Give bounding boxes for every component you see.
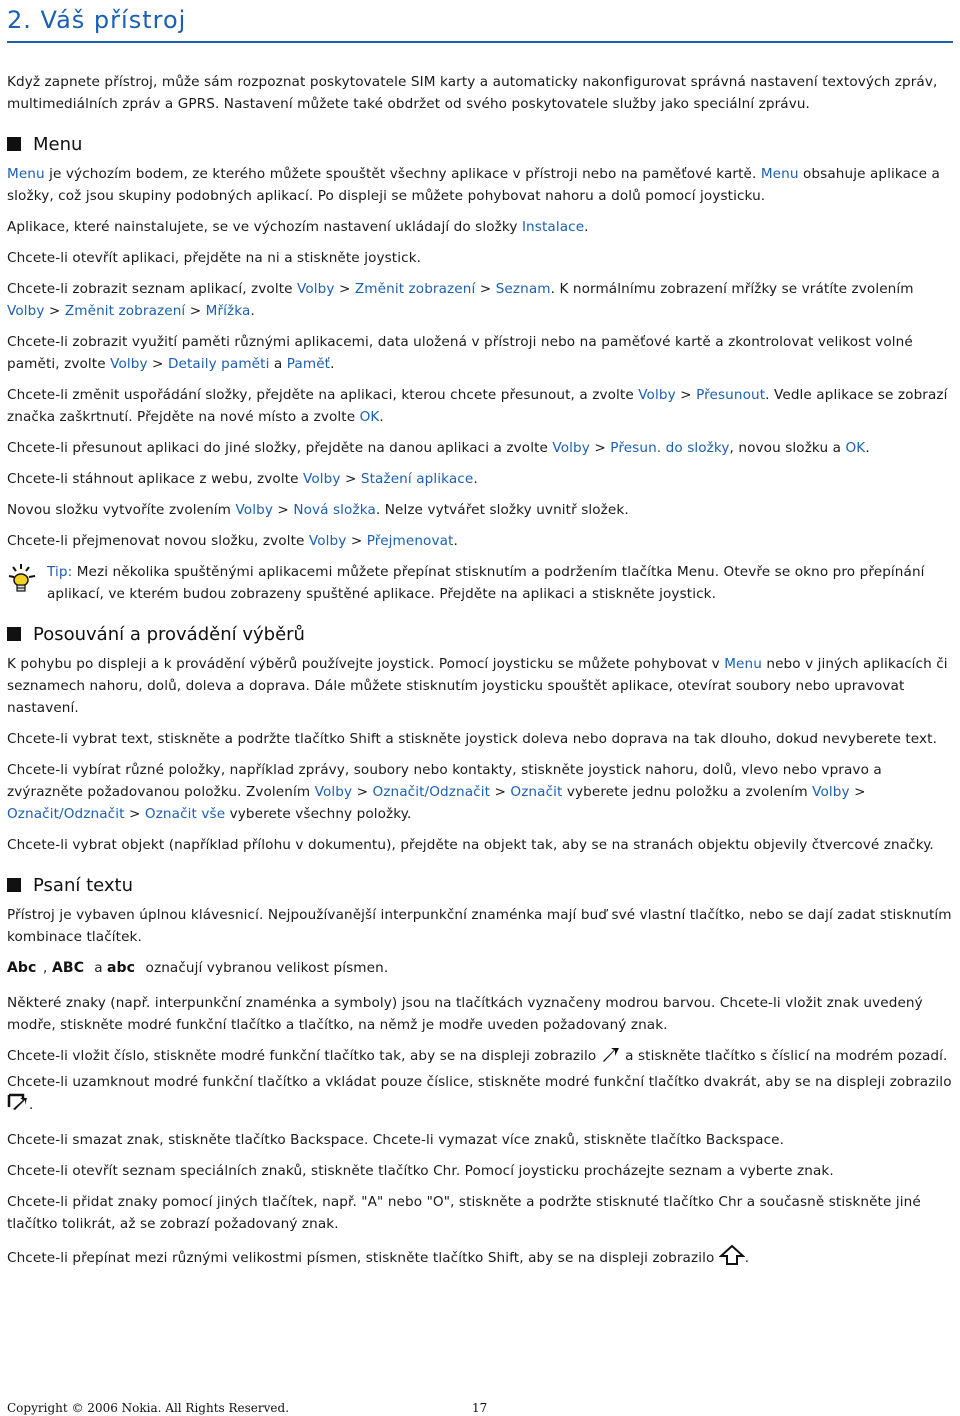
chapter-rule [7, 41, 953, 43]
paragraph: Chcete-li přejmenovat novou složku, zvolte Volby > Přejmenovat. [7, 533, 458, 549]
paragraph: Chcete-li vybírat různé položky, například zprávy, soubory nebo kontakty, stiskněte joystick nahoru, dolů, vlevo nebo vpravo a zvýrazněte požadovanou položku. Zvolením Volby > Označit/Odznačit > Označit vyberete jednu položku a zvolením Volby > Označit/Odznačit > Označit vše vyberete všechny položky. [7, 762, 882, 822]
link[interactable]: Označit/Odznačit [372, 784, 491, 800]
link[interactable]: Nová složka [293, 502, 376, 518]
paragraph: Chcete-li otevřít aplikaci, přejděte na ni a stiskněte joystick. [7, 250, 422, 266]
paragraph: Chcete-li stáhnout aplikace z webu, zvolte Volby > Stažení aplikace. [7, 471, 478, 487]
section-title: Psaní textu [33, 874, 134, 896]
paragraph: Přístroj je vybaven úplnou klávesnicí. Nejpoužívanější interpunkční znaménka mají buď své vlastní tlačítko, nebo se dají zadat stisknutím kombinace tlačítek. [7, 907, 952, 945]
link[interactable]: Přejmenovat [366, 533, 454, 549]
paragraph: Aplikace, které nainstalujete, se ve výchozím nastavení ukládají do složky Instalace. [7, 219, 589, 235]
intro-paragraph: Když zapnete přístroj, může sám rozpoznat poskytovatele SIM karty a automaticky nakonfigurovat správná nastavení textových zpráv, multimediálních zpráv a GPRS. Nastavení můžete také obdržet od svého poskytovatele služby jako speciální zprávu. [7, 74, 938, 112]
fn-key-arrow-icon [601, 1046, 621, 1071]
section-heading-writing [7, 872, 953, 898]
paragraph: Chcete-li vybrat text, stiskněte a podržte tlačítko Shift a stiskněte joystick doleva nebo doprava na tak dlouho, dokud nevyberete text. [7, 731, 938, 747]
section-title: Menu [33, 133, 83, 155]
page-number: 17 [472, 1401, 488, 1415]
link[interactable]: Volby [297, 281, 335, 297]
link[interactable]: Seznam [495, 281, 551, 297]
abc-lower-case-icon [107, 958, 141, 983]
link[interactable]: Instalace [521, 219, 585, 235]
link[interactable]: Menu [760, 166, 799, 182]
paragraph: Chcete-li zobrazit seznam aplikací, zvolte Volby > Změnit zobrazení > Seznam. K normálnímu zobrazení mřížky se vrátíte zvolením Volby > Změnit zobrazení > Mřížka. [7, 281, 914, 319]
svg-text:abc: abc [107, 960, 136, 976]
link[interactable]: Volby [812, 784, 850, 800]
copyright-text: Copyright © 2006 Nokia. All Rights Reserved. [7, 1401, 290, 1415]
link[interactable]: OK [359, 409, 380, 425]
link[interactable]: Volby [314, 784, 353, 800]
link[interactable]: Přesun. do složky [610, 440, 730, 456]
paragraph: Některé znaky (např. interpunkční znaménka a symboly) jsou na tlačítkách vyznačeny modrou barvou. Chcete-li vložit znak uvedený modře, stiskněte modré funkční tlačítko a tlačítko, na němž je modře uveden požadovaný znak. [7, 995, 923, 1033]
link[interactable]: Označit/Odznačit [7, 806, 125, 822]
section-heading-scrolling [7, 621, 953, 647]
abc-sentence-case-icon [7, 958, 43, 983]
paragraph: Chcete-li přidat znaky pomocí jiných tlačítek, např. "A" nebo "O", stiskněte a podržte stisknuté tlačítko Chr a současně stiskněte jiné tlačítko tolikrát, až se zobrazí požadovaný znak. [7, 1194, 921, 1232]
link[interactable]: Volby [235, 502, 273, 518]
paragraph: Chcete-li přesunout aplikaci do jiné složky, přejděte na danou aplikaci a zvolte Volby > Přesun. do složky, novou složku a OK. [7, 440, 870, 456]
link[interactable]: Volby [552, 440, 590, 456]
section-heading-menu [7, 131, 953, 157]
link[interactable]: Označit vše [144, 806, 226, 822]
section-marker-icon [7, 627, 21, 641]
section-title: Posouvání a provádění výběrů [33, 623, 305, 645]
content [7, 71, 953, 1282]
svg-text:ABC: ABC [51, 960, 84, 976]
svg-text:Abc: Abc [7, 960, 37, 976]
paragraph: K pohybu po displeji a k provádění výběrů používejte joystick. Pomocí joysticku se můžete pohybovat v Menu nebo v jiných aplikacích či seznamech nahoru, dolů, doleva a doprava. Dále můžete stisknutím joysticku spouštět aplikace, otevírat soubory nebo upravovat nastavení. [7, 656, 948, 716]
link[interactable]: Změnit zobrazení [354, 281, 476, 297]
paragraph: Chcete-li změnit uspořádání složky, přejděte na aplikaci, kterou chcete přesunout, a zvolte Volby > Přesunout. Vedle aplikace se zobrazí značka zaškrtnutí. Přejděte na nové místo a zvolte OK. [7, 387, 948, 425]
link[interactable]: Volby [638, 387, 676, 403]
section-marker-icon [7, 878, 21, 892]
tip-box [7, 561, 953, 605]
link[interactable]: Přesunout [696, 387, 766, 403]
tip-text: Tip: Mezi několika spuštěnými aplikacemi můžete přepínat stisknutím a podržením tlačítka Menu. Otevře se okno pro přepínání aplikací, ve kterém budou zobrazeny spuštěné aplikace. Přejděte na aplikaci a stiskněte joystick. [47, 564, 925, 602]
paragraph: Chcete-li smazat znak, stiskněte tlačítko Backspace. Chcete-li vymazat více znaků, stiskněte tlačítko Backspace. [7, 1132, 785, 1148]
link[interactable]: Volby [308, 533, 347, 549]
paragraph: Chcete-li vložit číslo, stiskněte modré funkční tlačítko tak, aby se na displeji zobrazilo a stiskněte tlačítko s číslicí na modrém pozadí. Chcete-li uzamknout modré funkční tlačítko a vkládat pouze číslice, stiskněte modré funkční tlačítko dvakrát, aby se na displeji zobrazilo . [7, 1045, 953, 1120]
link[interactable]: Volby [7, 303, 45, 319]
paragraph: Novou složku vytvoříte zvolením Volby > Nová složka. Nelze vytvářet složky uvnitř složek. [7, 502, 629, 518]
link[interactable]: Mřížka [205, 303, 251, 319]
link[interactable]: Menu [724, 656, 762, 672]
link[interactable]: Volby [303, 471, 341, 487]
lightbulb-icon [7, 561, 47, 605]
paragraph: Abc , ABC a abc označují vybranou velikost písmen. [7, 957, 953, 983]
fn-lock-icon [7, 1093, 29, 1120]
abc-upper-case-icon [52, 958, 90, 983]
link[interactable]: OK [845, 440, 866, 456]
link[interactable]: Menu [7, 166, 45, 182]
tip-label: Tip: [47, 564, 73, 580]
chapter-title: 2. Váš přístroj [7, 6, 187, 34]
link[interactable]: Paměť [286, 356, 331, 372]
link[interactable]: Změnit zobrazení [64, 303, 186, 319]
section-marker-icon [7, 137, 21, 151]
page-footer [7, 1401, 953, 1415]
link[interactable]: Detaily paměti [167, 356, 270, 372]
paragraph: Chcete-li přepínat mezi různými velikostmi písmen, stiskněte tlačítko Shift, aby se na displeji zobrazilo . [7, 1244, 953, 1273]
paragraph: Chcete-li otevřít seznam speciálních znaků, stiskněte tlačítko Chr. Pomocí joysticku procházejte seznam a vyberte znak. [7, 1163, 834, 1179]
paragraph: Chcete-li zobrazit využití paměti různými aplikacemi, data uložená v přístroji nebo na paměťové kartě a zkontrolovat velikost volné paměti, zvolte Volby > Detaily paměti a Paměť. [7, 334, 913, 372]
link[interactable]: Stažení aplikace [360, 471, 474, 487]
link[interactable]: Volby [110, 356, 148, 372]
paragraph: Menu je výchozím bodem, ze kterého můžete spouštět všechny aplikace v přístroji nebo na paměťové kartě. Menu obsahuje aplikace a složky, což jsou skupiny podobných aplikací. Po displeji se můžete pohybovat nahoru a dolů pomocí joysticku. [7, 166, 940, 204]
link[interactable]: Označit [510, 784, 563, 800]
shift-arrow-icon [719, 1244, 745, 1273]
paragraph: Chcete-li vybrat objekt (například přílohu v dokumentu), přejděte na objekt tak, aby se na stranách objektu objevily čtvercové značky. [7, 837, 934, 853]
